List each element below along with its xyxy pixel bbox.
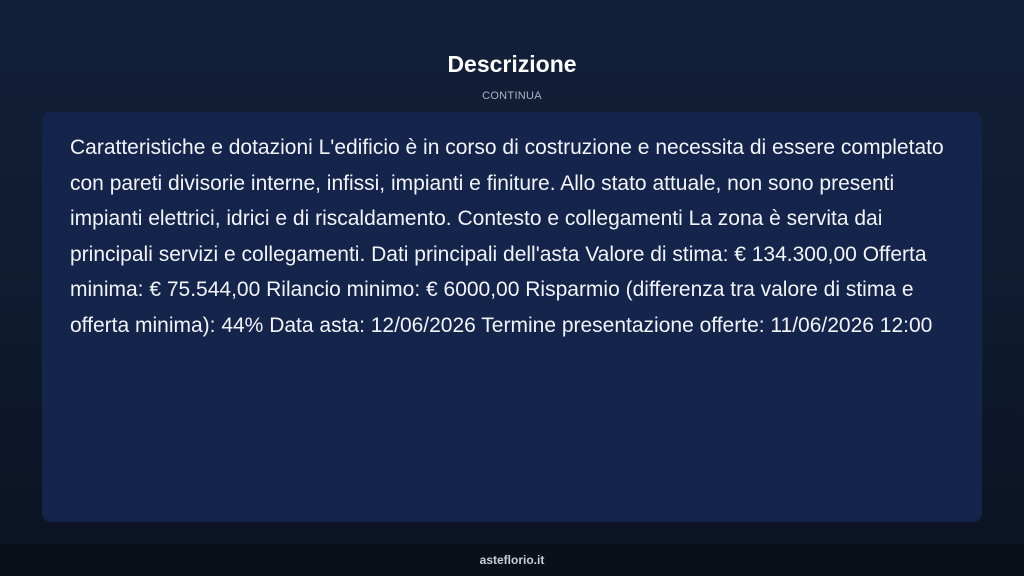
continue-label[interactable]: CONTINUA (482, 90, 542, 102)
description-card (42, 112, 982, 522)
footer (0, 544, 1024, 576)
page-title: Descrizione (447, 51, 577, 77)
site-name: asteflorio.it (479, 553, 545, 567)
page-header (0, 0, 1024, 112)
description-text: Caratteristiche e dotazioni L'edificio è in corso di costruzione e necessita di essere completato con pareti divisorie interne, infissi, impianti e finiture. Allo stato attuale, non sono presenti impianti elettrici, idrici e di riscaldamento. Contesto e collegamenti La zona è servita dai principali servizi e collegamenti. Dati principali dell'asta Valore di stima: € 134.300,00 Offerta minima: € 75.544,00 Rilancio minimo: € 6000,00 Risparmio (differenza tra valore di stima e offerta minima): 44% Data asta: 12/06/2026 Termine presentazione offerte: 11/06/2026 12:00 (70, 136, 944, 337)
